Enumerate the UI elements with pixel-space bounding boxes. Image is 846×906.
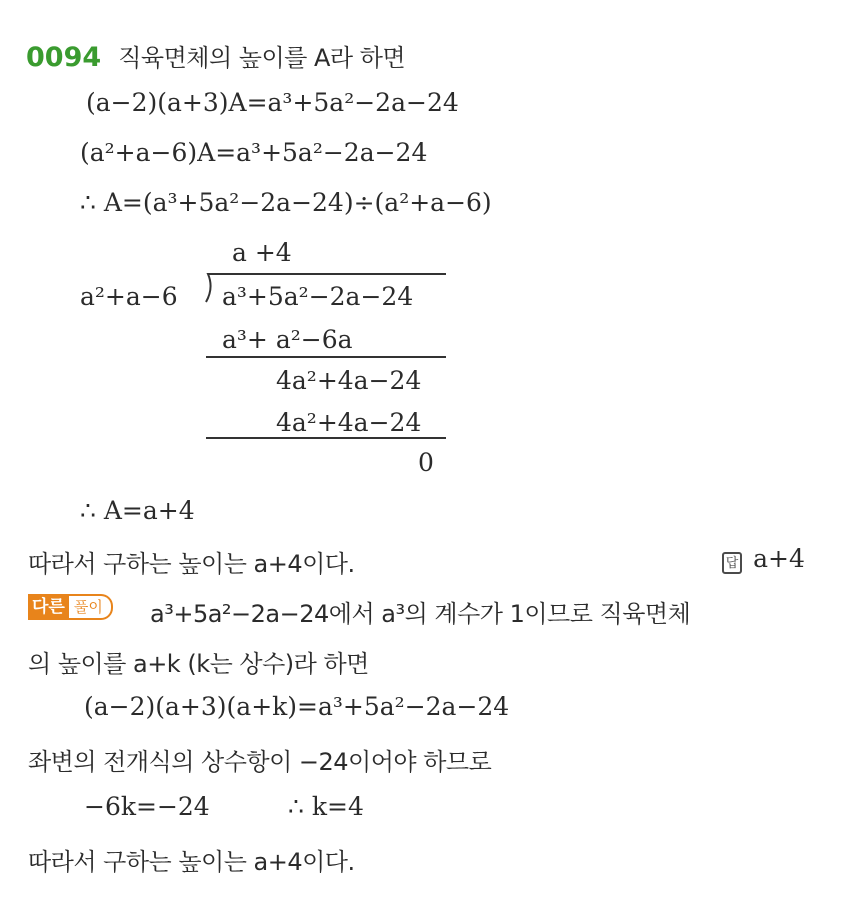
alt-line-1: a³+5a²−2a−24에서 a³의 계수가 1이므로 직육면체: [150, 600, 691, 628]
derivation-line-1: (a−2)(a+3)A=a³+5a²−2a−24: [86, 88, 459, 117]
answer-value: a+4: [753, 544, 805, 573]
division-dividend: a³+5a²−2a−24: [222, 282, 414, 311]
answer-mark-icon: 답: [722, 552, 742, 574]
division-subtract-1: a³+ a²−6a: [222, 325, 353, 354]
problem-intro: 직육면체의 높이를 A라 하면: [118, 44, 406, 72]
division-remainder-2: 0: [418, 448, 434, 477]
conclusion: 따라서 구하는 높이는 a+4이다.: [28, 550, 355, 578]
alt-solution-badge: [28, 594, 113, 620]
alt-eq2: −6k=−24: [84, 792, 210, 821]
alt-equation: (a−2)(a+3)(a+k)=a³+5a²−2a−24: [84, 692, 510, 721]
division-quotient: a +4: [232, 238, 292, 267]
division-remainder-1: 4a²+4a−24: [276, 366, 422, 395]
problem-header: [26, 38, 405, 73]
alt-line-3: 좌변의 전개식의 상수항이 −24이어야 하므로: [28, 748, 492, 776]
alt-badge-sub: 풀이: [69, 594, 113, 620]
alt-badge-label: 다른: [28, 594, 69, 620]
derivation-line-3: ∴ A=(a³+5a²−2a−24)÷(a²+a−6): [80, 188, 492, 217]
division-divisor: a²+a−6: [80, 282, 178, 311]
derivation-line-2: (a²+a−6)A=a³+5a²−2a−24: [80, 138, 428, 167]
alt-line-2: 의 높이를 a+k (k는 상수)라 하면: [28, 650, 369, 678]
division-subtract-2: 4a²+4a−24: [276, 408, 422, 437]
alt-conclusion: 따라서 구하는 높이는 a+4이다.: [28, 848, 355, 876]
division-rule-1: [206, 356, 446, 358]
result-line: ∴ A=a+4: [80, 496, 195, 525]
problem-number: 0094: [26, 42, 102, 73]
division-rule-2: [206, 437, 446, 439]
answer: [722, 544, 805, 574]
alt-eq3: ∴ k=4: [288, 792, 364, 821]
